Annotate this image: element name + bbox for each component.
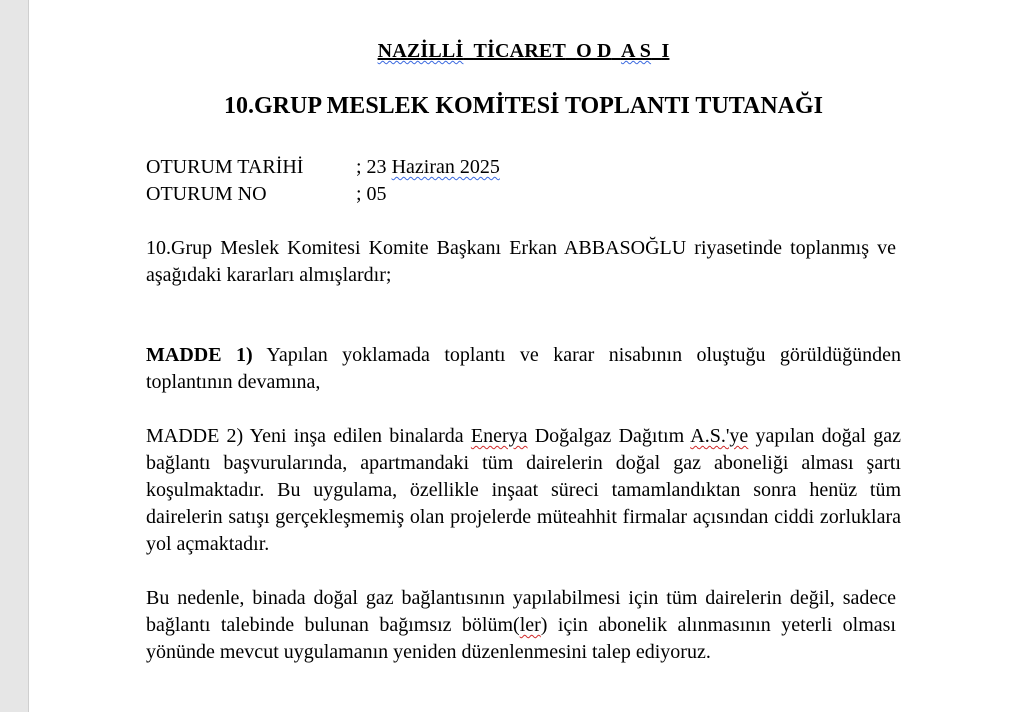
session-date-value: Haziran 2025 [391, 156, 500, 178]
org-name-word: O D [576, 40, 612, 62]
org-name-word: NAZİLLİ [377, 40, 464, 62]
session-date-label: OTURUM TARİHİ [146, 156, 304, 178]
madde-2-paragraph [146, 423, 901, 558]
org-name-word: A S [620, 40, 652, 62]
madde-2-as: A.S.'ye [690, 425, 749, 447]
session-date-separator: ; 23 [356, 156, 392, 178]
madde-1-text: Yapılan yoklamada toplantı ve karar nisabının oluştuğu görüldüğünden toplantının devamına, [146, 344, 901, 393]
madde-2-lead: MADDE 2) Yeni inşa edilen binalarda [146, 425, 471, 447]
org-name-word: I [661, 40, 670, 62]
intro-paragraph: 10.Grup Meslek Komitesi Komite Başkanı Erkan ABBASOĞLU riyasetinde toplanmış ve aşağıdaki kararları almışlardır; [146, 237, 896, 286]
session-no-line [146, 181, 387, 207]
session-date-line [146, 154, 500, 180]
madde-1-paragraph [146, 342, 901, 396]
request-paragraph [146, 585, 896, 666]
organization-name [29, 40, 1017, 63]
session-no-value: ; 05 [356, 183, 387, 205]
document-page [28, 0, 1017, 712]
request-rest: ) için abonelik alınmasının yeterli olması yönünde mevcut uygulamanın yeniden düzenlenmesini talep ediyoruz. [146, 614, 896, 663]
madde-2-mid: Doğalgaz Dağıtım [527, 425, 691, 447]
madde-2-enerya: Enerya [470, 425, 528, 447]
org-name-word: TİCARET [473, 40, 566, 62]
session-no-label: OTURUM NO [146, 183, 267, 205]
request-ler: ler [519, 614, 541, 636]
madde-1-label: MADDE 1) [146, 344, 253, 366]
request-lead: Bu nedenle, binada doğal gaz bağlantısının yapılabilmesi için tüm dairelerin değil, sadece bağlantı talebinde bulunan bağımsız bölüm( [146, 587, 896, 636]
madde-2-rest: yapılan doğal gaz bağlantı başvurularında, apartmandaki tüm dairelerin doğal gaz aboneliği alması şartı koşulmaktadır. Bu uygulama, özellikle inşaat süreci tamamlandıktan sonra henüz tüm dairelerin satışı gerçekleşmemiş olan projelerde müteahhit firmalar açısından ciddi zorluklara yol açmaktadır. [146, 425, 901, 555]
document-title: 10.GRUP MESLEK KOMİTESİ TOPLANTI TUTANAĞI [223, 93, 823, 119]
